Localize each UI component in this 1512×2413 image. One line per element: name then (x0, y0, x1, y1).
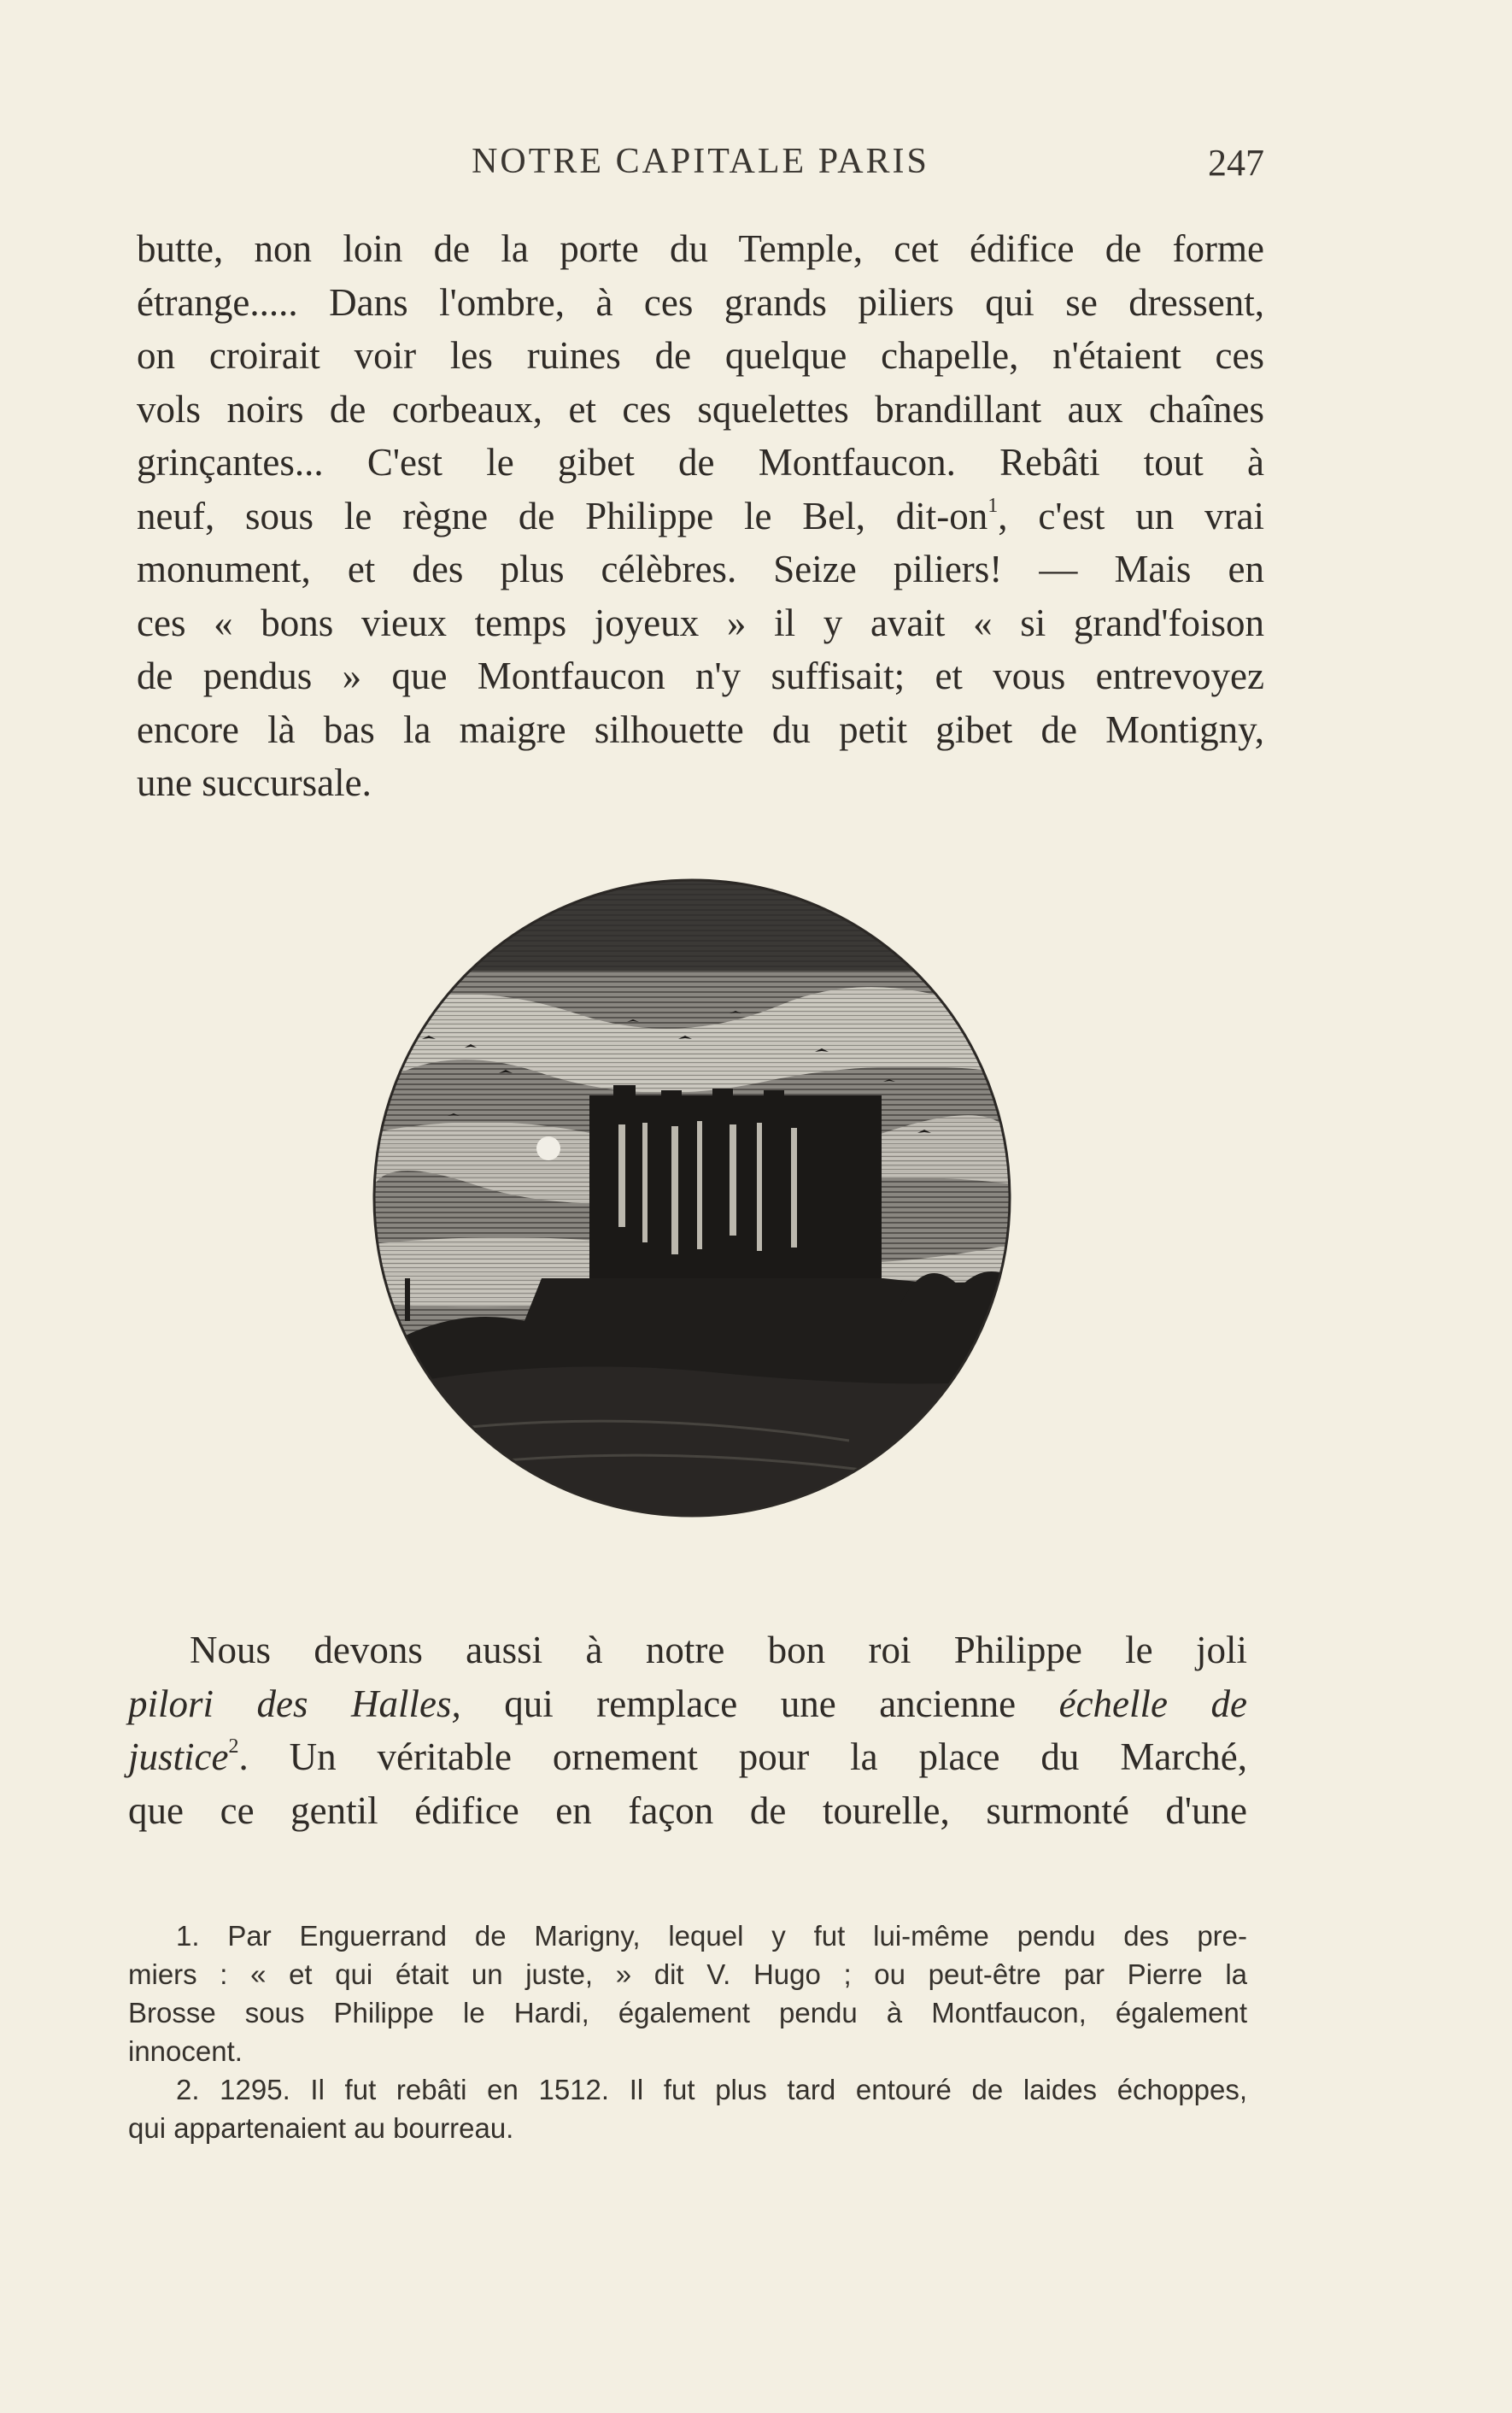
text-line: grinçantes... C'est le gibet de Montfaucon. Rebâti tout à (137, 441, 1264, 484)
text-fragment: neuf, sous le règne de Philippe le Bel, dit-on (137, 494, 988, 537)
gibet-engraving-illustration (371, 877, 1013, 1519)
italic-fragment: pilori des Halles, (128, 1682, 461, 1725)
italic-fragment: échelle de (1058, 1682, 1247, 1725)
text-line: étrange..... Dans l'ombre, à ces grands piliers qui se dressent, (137, 280, 1264, 324)
footnote-1-line: Brosse sous Philippe le Hardi, également pendu à Montfaucon, également (128, 1997, 1247, 2028)
text-fragment: . Un véritable ornement pour la place du Marché, (238, 1735, 1247, 1778)
italic-fragment: justice (128, 1735, 229, 1778)
paragraph-pilori (128, 1623, 1247, 1837)
text-line: vols noirs de corbeaux, et ces squelettes brandillant aux chaînes (137, 387, 1264, 431)
footnotes (128, 1917, 1247, 2147)
text-line: monument, et des plus célèbres. Seize piliers! — Mais en (137, 548, 1264, 590)
footnote-1-line: 1. Par Enguerrand de Marigny, lequel y fut lui-même pendu des pre- (176, 1920, 1247, 1952)
text-line: on croirait voir les ruines de quelque chapelle, n'étaient ces (137, 334, 1264, 377)
text-line: butte, non loin de la porte du Temple, cet édifice de forme (137, 227, 1264, 270)
text-line: une succursale. (137, 761, 372, 804)
text-fragment: qui remplace une ancienne (460, 1682, 1059, 1725)
text-line: encore là bas la maigre silhouette du petit gibet de Montigny, (137, 707, 1264, 751)
footnote-marker-1: 1 (987, 494, 999, 517)
text-line-mixed (128, 1677, 1247, 1731)
footnote-1-line: miers : « et qui était un juste, » dit V. Hugo ; ou peut-être par Pierre la (128, 1958, 1247, 1990)
footnote-1-line: innocent. (128, 2035, 243, 2067)
text-fragment: , c'est un vrai (998, 494, 1265, 537)
text-line: Nous devons aussi à notre bon roi Philippe le joli (190, 1629, 1247, 1671)
text-line: de pendus » que Montfaucon n'y suffisait; et vous entrevoyez (137, 655, 1264, 697)
text-line-with-note (128, 1730, 1247, 1784)
footnote-2-line: qui appartenaient au bourreau. (128, 2112, 514, 2144)
text-line: que ce gentil édifice en façon de tourelle, surmonté d'une (128, 1788, 1247, 1832)
page-number: 247 (1208, 142, 1264, 184)
footnote-marker-2: 2 (228, 1735, 239, 1758)
page-header (137, 141, 1264, 192)
paragraph-montfaucon (137, 222, 1264, 810)
footnote-2-line: 2. 1295. Il fut rebâti en 1512. Il fut plus tard entouré de laides échoppes, (176, 2074, 1247, 2105)
running-title: NOTRE CAPITALE PARIS (472, 142, 929, 181)
text-line-with-note (137, 490, 1264, 543)
text-line: ces « bons vieux temps joyeux » il y avait « si grand'foison (137, 601, 1264, 644)
